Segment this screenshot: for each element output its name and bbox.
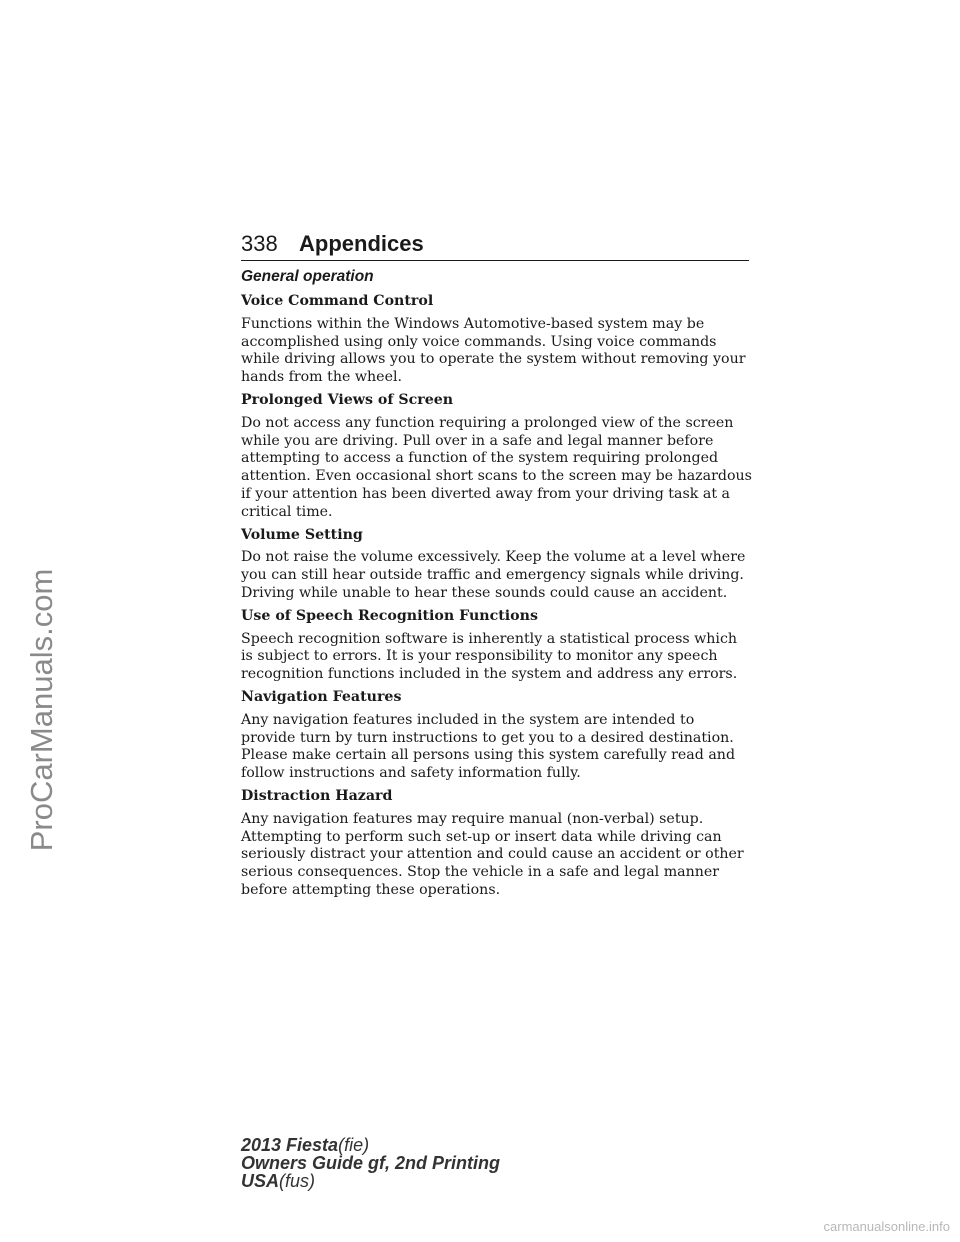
topic-heading: Voice Command Control <box>241 293 434 309</box>
topic-heading: Volume Setting <box>241 526 363 543</box>
topic-text: Do not access any function requiring a prolonged view of the screen while you are driving. Pull over in a safe and legal manner before attempting to access a function of the system requiring prolonged attention. Even occasional short scans to the screen may be hazardous if your attention has been diverted away from your driving task at a critical time. <box>241 414 752 520</box>
footer-guide-line <box>241 1154 500 1172</box>
bottom-watermark: carmanualsonline.info <box>823 1219 950 1234</box>
footer-guide: Owners Guide gf, 2nd Printing <box>241 1153 501 1173</box>
page-content <box>241 266 753 905</box>
topic-heading: Navigation Features <box>241 688 402 705</box>
page-footer <box>241 1136 500 1190</box>
topic-text: Speech recognition software is inherently a statistical process which is subject to errors. It is your responsibility to monitor any speech recognition functions included in the system and address any errors. <box>241 630 738 683</box>
page-number: 338 <box>241 231 278 256</box>
topic-text: Any navigation features included in the system are intended to provide turn by turn instructions to get you to a desired destination. Please make certain all persons using this system carefully read and follow instructions and safety information fully. <box>241 711 736 782</box>
page-header <box>241 230 749 261</box>
subsection-title: General operation <box>241 268 374 285</box>
footer-market-line <box>241 1172 500 1190</box>
topic-heading: Use of Speech Recognition Functions <box>241 607 538 624</box>
topic-text: Do not raise the volume excessively. Keep the volume at a level where you can still hear outside traffic and emergency signals while driving. Driving while unable to hear these sounds could cause an accident. <box>241 549 746 601</box>
footer-model-code: (fie) <box>338 1135 370 1155</box>
footer-model: 2013 Fiesta <box>241 1135 339 1155</box>
topic-text: Functions within the Windows Automotive-based system may be accomplished using only voice commands. Using voice commands while driving allows you to operate the system without removing your hands from the wheel. <box>241 315 746 386</box>
topic-heading: Distraction Hazard <box>241 787 393 804</box>
topic-heading: Prolonged Views of Screen <box>241 391 454 408</box>
footer-market-code: (fus) <box>279 1171 316 1191</box>
footer-model-line <box>241 1136 500 1154</box>
section-title: Appendices <box>299 231 424 256</box>
topic-text: Any navigation features may require manual (non-verbal) setup. Attempting to perform such set-up or insert data while driving can seriously distract your attention and could cause an accident or other serious consequences. Stop the vehicle in a safe and legal manner before attempting these operations. <box>241 810 744 898</box>
footer-market: USA <box>241 1171 280 1191</box>
side-watermark: ProCarManuals.com <box>24 568 59 852</box>
